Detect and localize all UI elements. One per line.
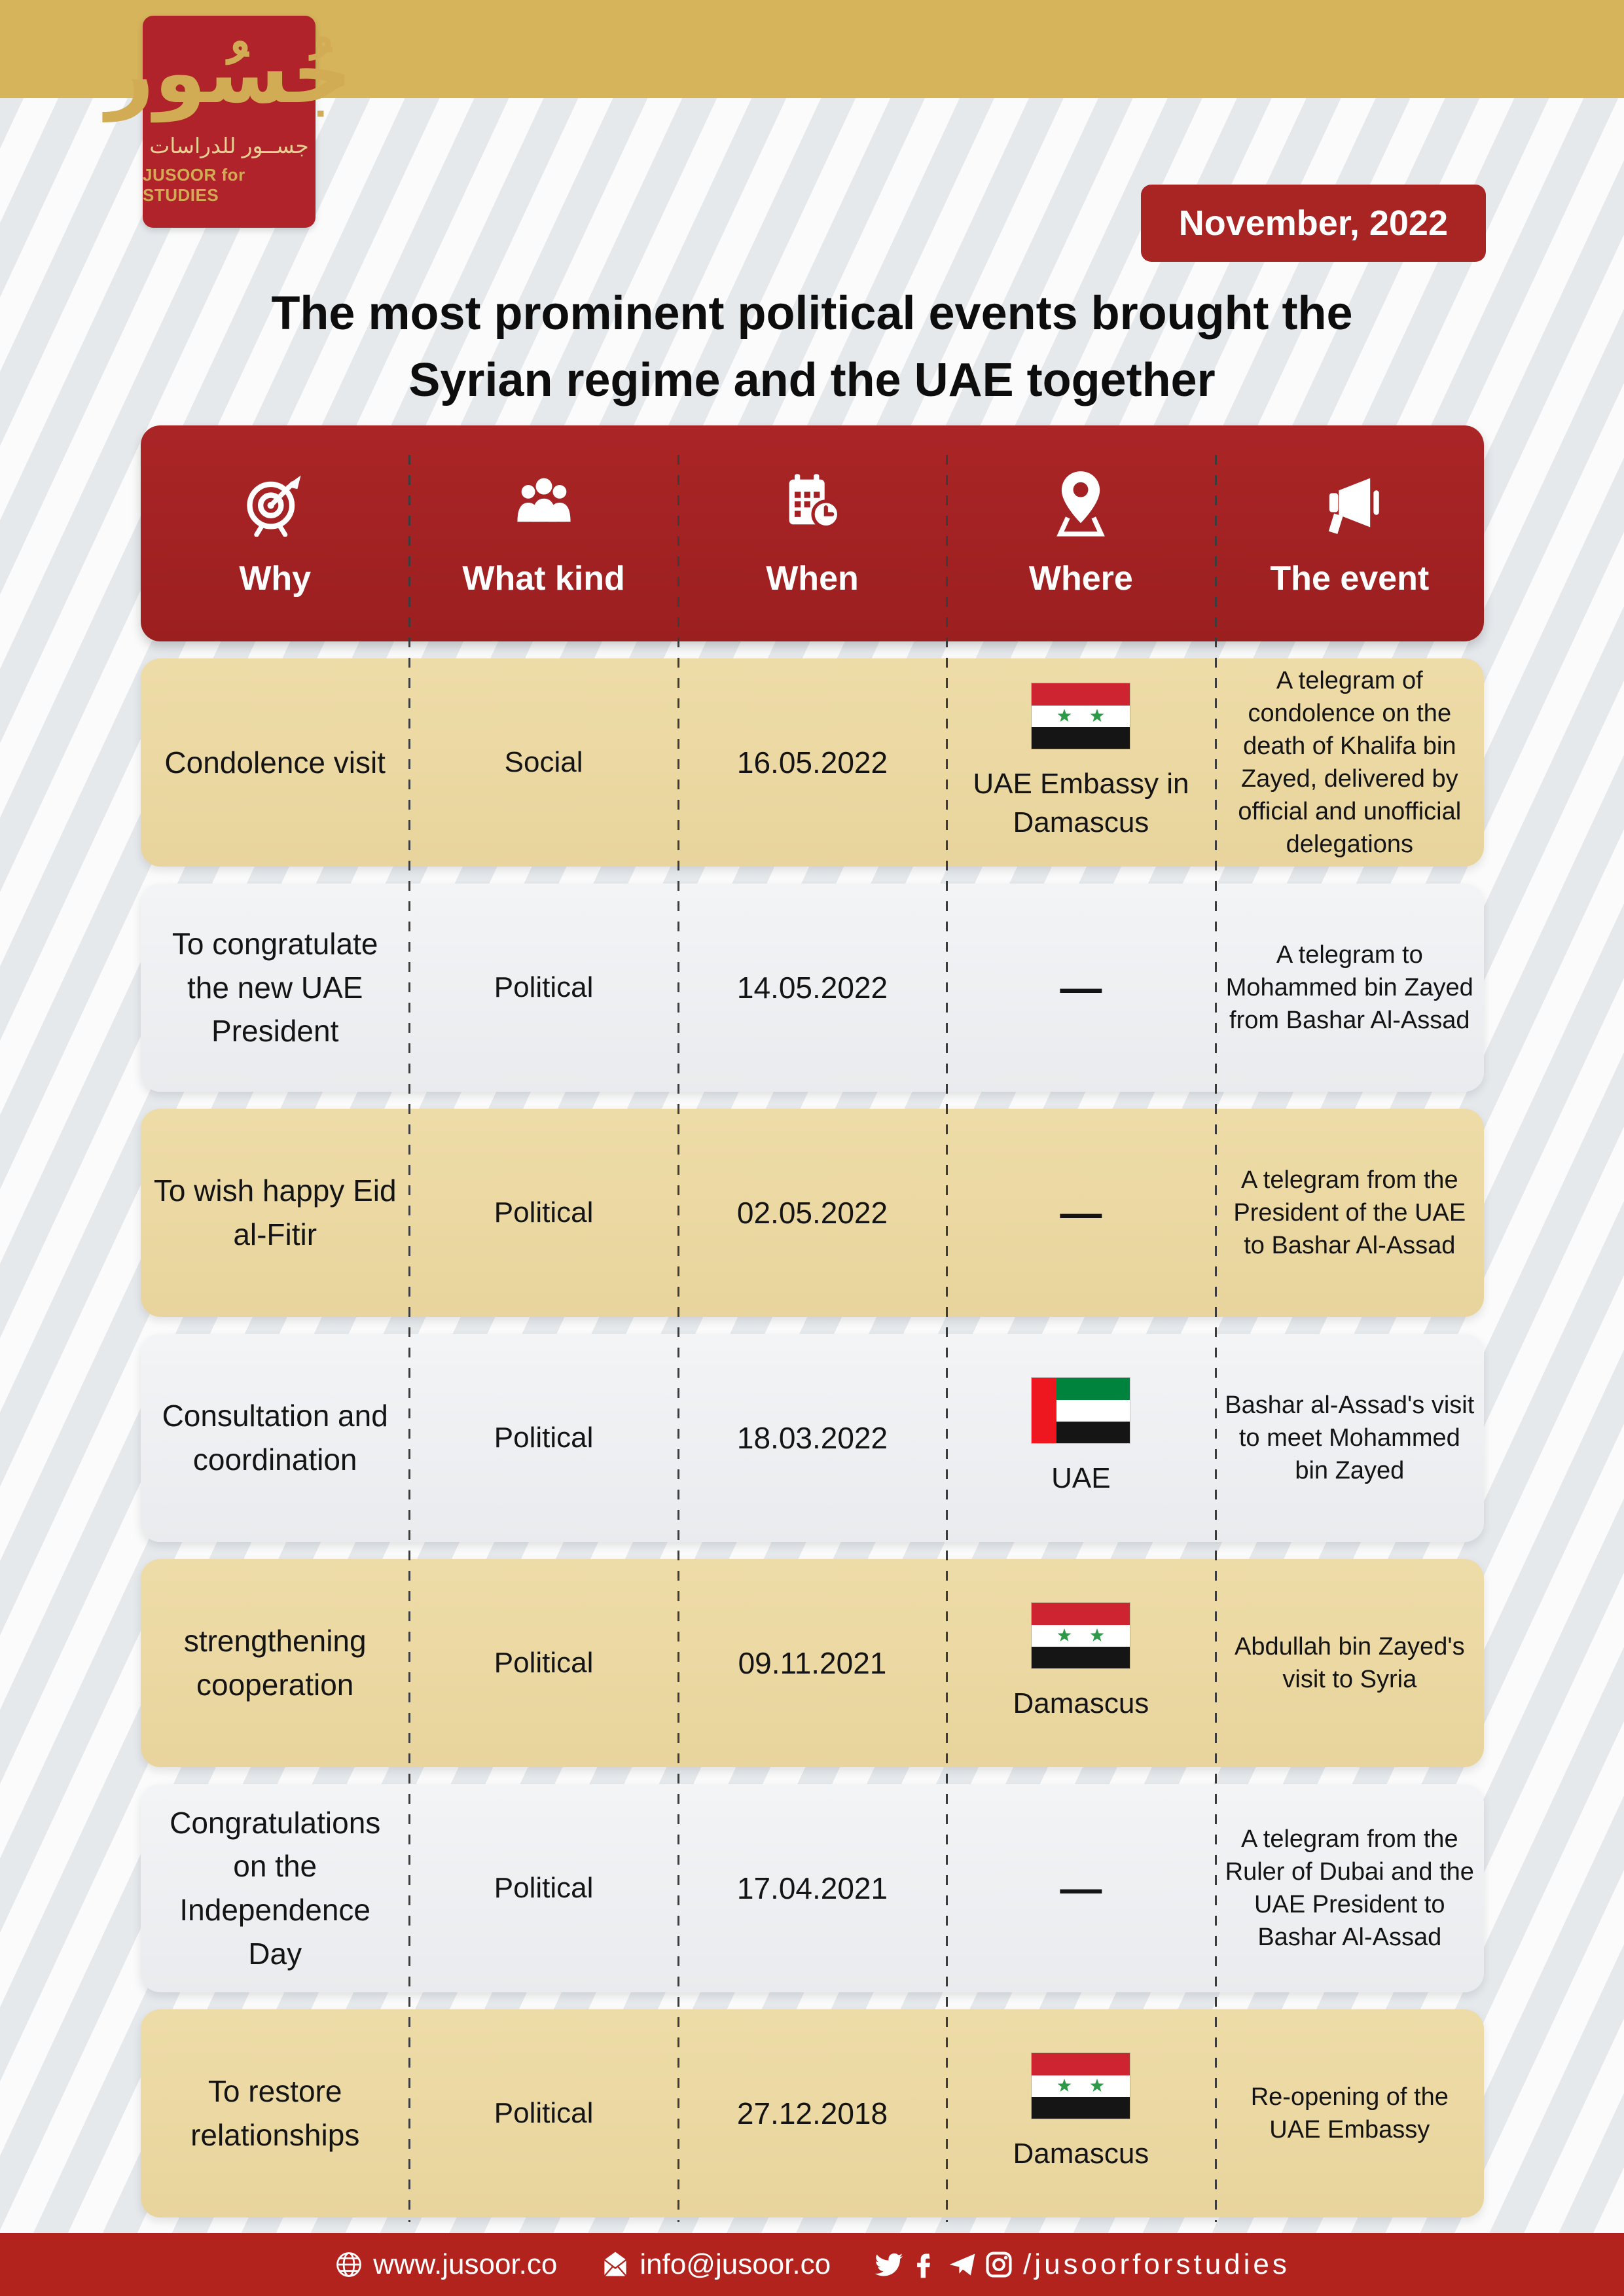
logo-english-name: JUSOOR for STUDIES — [143, 165, 245, 205]
event-cell: A telegram from the Ruler of Dubai and the UAE President to Bashar Al-Assad — [1225, 1825, 1474, 1952]
target-icon — [241, 469, 309, 537]
when-cell: 09.11.2021 — [738, 1645, 887, 1680]
why-cell: strengthening cooperation — [183, 1624, 367, 1702]
column-label: When — [766, 560, 859, 598]
date-badge: November, 2022 — [1141, 185, 1486, 262]
syria-flag-icon — [1032, 683, 1130, 749]
table-row — [141, 1334, 1484, 1542]
column-header-when — [678, 425, 947, 641]
twitter-icon[interactable] — [874, 2250, 904, 2280]
logo-calligraphy-icon: جُسُور — [105, 27, 353, 120]
column-label: The event — [1270, 560, 1430, 598]
footer-email[interactable] — [600, 2248, 831, 2281]
event-cell: A telegram to Mohammed bin Zayed from Bashar Al-Assad — [1225, 941, 1473, 1035]
event-cell: Bashar al-Assad's visit to meet Mohammed bin Zayed — [1225, 1391, 1475, 1485]
globe-icon — [334, 2250, 364, 2280]
telegram-icon[interactable] — [947, 2250, 977, 2280]
where-label: Damascus — [1013, 1687, 1149, 1720]
event-cell: Re-opening of the UAE Embassy — [1250, 2083, 1449, 2144]
envelope-icon — [600, 2250, 630, 2280]
where-cell — [947, 1559, 1215, 1767]
jusoor-logo — [105, 16, 353, 228]
when-cell: 14.05.2022 — [736, 970, 888, 1005]
no-location-dash: — — [1060, 1865, 1102, 1912]
column-label: Where — [1028, 560, 1133, 598]
why-cell: To restore relationships — [190, 2074, 360, 2152]
where-cell — [947, 658, 1215, 867]
page-title-line2: Syrian regime and the UAE together — [408, 354, 1216, 407]
page-title-line1: The most prominent political events brought the — [271, 287, 1353, 340]
megaphone-icon — [1316, 469, 1384, 537]
column-header-the-event — [1216, 425, 1484, 641]
footer-bar — [0, 2233, 1624, 2296]
column-header-where — [947, 425, 1215, 641]
kind-cell: Political — [494, 1872, 594, 1905]
page-title — [0, 280, 1624, 414]
people-icon — [510, 469, 578, 537]
column-header-why — [141, 425, 409, 641]
when-cell: 02.05.2022 — [736, 1195, 888, 1230]
footer-social[interactable] — [874, 2248, 1290, 2281]
when-cell: 18.03.2022 — [736, 1420, 888, 1455]
where-cell — [947, 884, 1215, 1092]
table-rows — [141, 658, 1484, 2217]
why-cell: To wish happy Eid al-Fitir — [153, 1174, 397, 1251]
table-row — [141, 1784, 1484, 1992]
when-cell: 16.05.2022 — [736, 745, 888, 780]
event-cell: A telegram of condolence on the death of Khalifa bin Zayed, delivered by official and unofficial delegations — [1238, 666, 1462, 859]
table-row — [141, 1559, 1484, 1767]
footer-email-text[interactable]: info@jusoor.co — [640, 2248, 831, 2280]
table-row — [141, 658, 1484, 867]
kind-cell: Political — [494, 1422, 594, 1454]
kind-cell: Social — [504, 746, 583, 779]
why-cell: To congratulate the new UAE President — [171, 926, 378, 1049]
facebook-icon[interactable] — [911, 2250, 941, 2280]
column-label: What kind — [462, 560, 625, 598]
where-cell — [947, 1109, 1215, 1317]
events-table — [141, 425, 1484, 2217]
table-row — [141, 884, 1484, 1092]
calendar-clock-icon — [778, 469, 846, 537]
kind-cell: Political — [494, 1196, 594, 1229]
where-label: UAE Embassy in Damascus — [973, 767, 1189, 838]
when-cell: 17.04.2021 — [736, 1871, 888, 1905]
table-row — [141, 1109, 1484, 1317]
where-cell — [947, 1784, 1215, 1992]
where-label: UAE — [1051, 1462, 1111, 1495]
column-label: Why — [239, 560, 312, 598]
table-row — [141, 2009, 1484, 2217]
uae-flag-icon — [1032, 1378, 1130, 1443]
where-label: Damascus — [1013, 2138, 1149, 2170]
footer-social-handle[interactable]: /jusoorforstudies — [1023, 2248, 1290, 2280]
kind-cell: Political — [494, 2097, 594, 2130]
logo-arabic-name: جســور للدراسات — [149, 134, 309, 158]
no-location-dash: — — [1060, 1189, 1102, 1236]
why-cell: Consultation and coordination — [162, 1399, 388, 1477]
footer-website-text[interactable]: www.jusoor.co — [373, 2248, 558, 2280]
event-cell: A telegram from the President of the UAE to Bashar Al-Assad — [1233, 1166, 1466, 1260]
syria-flag-icon — [1032, 2053, 1130, 2119]
column-header-what-kind — [409, 425, 677, 641]
footer-website[interactable] — [334, 2248, 557, 2281]
no-location-dash: — — [1060, 964, 1102, 1011]
kind-cell: Political — [494, 971, 594, 1004]
location-pin-icon — [1047, 469, 1115, 537]
when-cell: 27.12.2018 — [736, 2096, 888, 2130]
social-icons — [874, 2250, 1014, 2280]
kind-cell: Political — [494, 1647, 594, 1679]
why-cell: Condolence visit — [164, 745, 386, 780]
where-cell — [947, 1334, 1215, 1542]
event-cell: Abdullah bin Zayed's visit to Syria — [1234, 1632, 1465, 1693]
table-header — [141, 425, 1484, 641]
instagram-icon[interactable] — [984, 2250, 1014, 2280]
where-cell — [947, 2009, 1215, 2217]
syria-flag-icon — [1032, 1603, 1130, 1668]
why-cell: Congratulations on the Independence Day — [170, 1805, 381, 1971]
